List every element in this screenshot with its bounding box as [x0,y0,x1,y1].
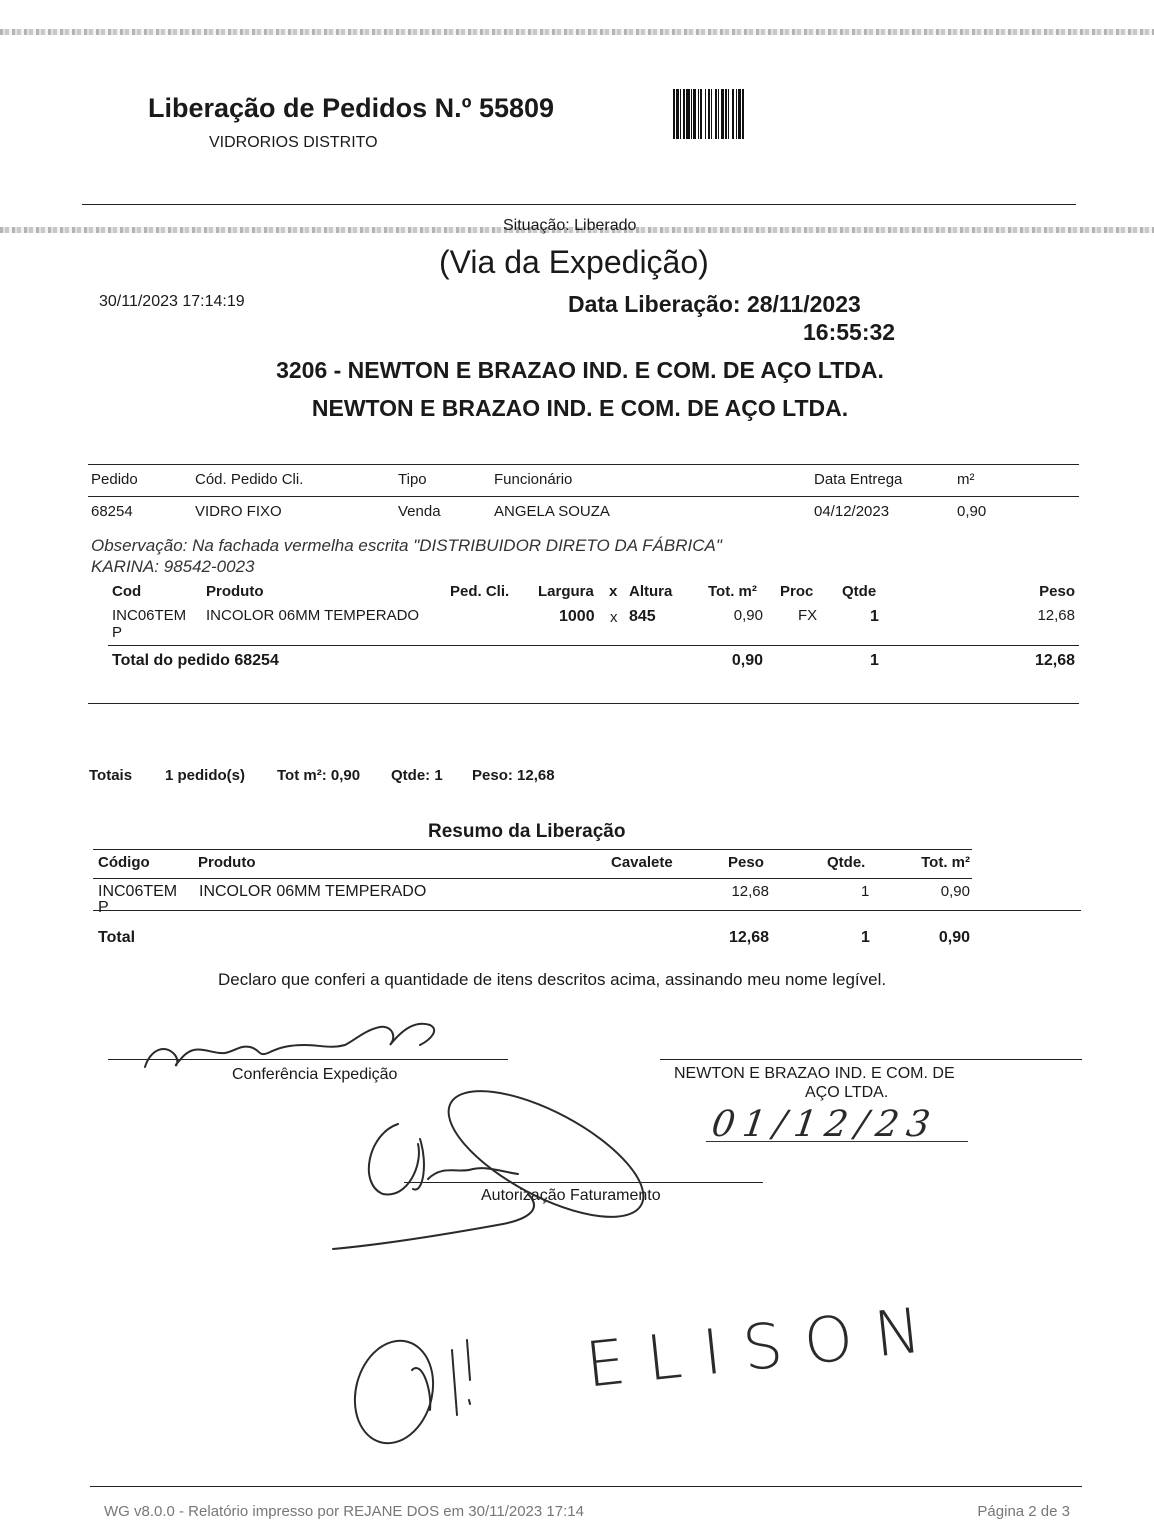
order-data-entrega: 04/12/2023 [814,503,890,520]
order-table-top-rule [88,464,1079,465]
footer-rule [90,1486,1082,1487]
data-liberacao-time: 16:55:32 [803,319,896,345]
resumo-codigo-line-2: P [98,899,109,916]
order-header-tipo: Tipo [398,471,427,488]
order-funcionario: ANGELA SOUZA [494,503,610,520]
data-liberacao-date: 28/11/2023 [746,291,861,317]
company-signature-line-2: AÇO LTDA. [805,1084,889,1101]
client-line-1: 3206 - NEWTON E BRAZAO IND. E COM. DE AÇO LTDA. [276,357,884,383]
order-header-m2: m² [957,471,975,488]
barcode-bar [715,89,717,139]
totais-peso: Peso: 12,68 [472,767,555,784]
via-label: (Via da Expedição) [439,244,709,280]
barcode-bar [742,89,744,139]
resumo-peso: 12,68 [731,883,769,900]
items-header-peso: Peso [1039,583,1075,600]
barcode-bar [711,89,712,139]
item-altura: 845 [629,608,656,625]
print-datetime: 30/11/2023 17:14:19 [99,293,245,310]
item-x: x [610,609,618,626]
resumo-row-rule [93,910,1081,911]
resumo-tot-m2: 0,90 [940,883,970,900]
barcode-bar [718,89,719,139]
item-produto: INCOLOR 06MM TEMPERADO [206,607,420,624]
items-header-cod: Cod [112,583,142,600]
totais-label: Totais [89,767,133,784]
barcode-bar [738,89,741,139]
scan-artifact-top [0,29,1154,35]
divider [82,204,1076,205]
barcode [673,89,849,139]
order-bottom-rule [88,703,1079,704]
footer-right: Página 2 de 3 [977,1503,1070,1520]
resumo-header-produto: Produto [198,854,256,871]
items-header-qtde: Qtde [842,583,877,600]
resumo-title: Resumo da Liberação [428,821,626,842]
items-header-largura: Largura [538,583,594,600]
barcode-bar [721,89,724,139]
resumo-header-rule [93,878,972,879]
order-header-cod-pedido-cli: Cód. Pedido Cli. [195,471,304,488]
footer-left: WG v8.0.0 - Relatório impresso por REJANE DOS em 30/11/2023 17:14 [104,1503,584,1520]
totais-pedidos: 1 pedido(s) [165,767,246,784]
barcode-bar [700,89,702,139]
data-liberacao-label: Data Liberação: [568,291,741,317]
handwritten-date-underline [706,1141,968,1142]
barcode-bar [732,89,734,139]
client-line-2: NEWTON E BRAZAO IND. E COM. DE AÇO LTDA. [311,395,849,421]
resumo-codigo-line-1: INC06TEM [98,883,178,900]
item-largura: 1000 [559,608,595,625]
barcode-bar [693,89,696,139]
items-total-qtde: 1 [870,652,879,669]
items-header-produto: Produto [206,583,264,600]
resumo-total-qtde: 1 [861,929,870,946]
signature-conferencia-scribble [140,1015,480,1075]
order-header-pedido: Pedido [91,471,138,488]
declaration-text: Declaro que conferi a quantidade de itens descritos acima, assinando meu nome legível. [218,970,887,989]
conferencia-label: Conferência Expedição [232,1066,398,1083]
resumo-top-rule [93,849,972,850]
items-total-rule [108,645,1079,646]
resumo-total-tot-m2: 0,90 [938,929,970,946]
totais-qtde: Qtde: 1 [391,767,443,784]
company-signature-line-1: NEWTON E BRAZAO IND. E COM. DE [674,1065,955,1082]
barcode-bar [736,89,737,139]
order-cod-pedido-cli: VIDRO FIXO [195,503,282,520]
totais-tot-m2: Tot m²: 0,90 [277,767,361,784]
situacao-label: Situação: Liberado [503,217,637,234]
order-header-rule [88,496,1079,497]
items-header-proc: Proc [780,583,814,600]
barcode-bar [691,89,692,139]
resumo-header-peso: Peso [728,854,764,871]
barcode-bar [680,89,681,139]
items-total-tot-m2: 0,90 [731,652,763,669]
order-tipo: Venda [398,503,441,520]
items-header-altura: Altura [629,583,673,600]
item-cod-line-1: INC06TEM [112,607,187,624]
resumo-total-peso: 12,68 [728,929,769,946]
resumo-total-label: Total [98,929,136,946]
autorizacao-label: Autorização Faturamento [481,1187,661,1204]
resumo-produto: INCOLOR 06MM TEMPERADO [199,883,427,900]
barcode-bar [708,89,710,139]
order-m2: 0,90 [957,503,987,520]
barcode-bar [676,89,679,139]
barcode-bar [673,89,675,139]
order-header-funcionario: Funcionário [494,471,573,488]
resumo-header-codigo: Código [98,854,150,871]
handwritten-date: 01/12/23 [709,1104,941,1145]
barcode-bar [725,89,727,139]
signature-autorizacao-scribble [328,1084,668,1264]
barcode-bar [728,89,729,139]
barcode-bar [683,89,685,139]
barcode-bar [698,89,699,139]
items-header-tot-m2: Tot. m² [708,583,757,600]
order-header-data-entrega: Data Entrega [814,471,903,488]
resumo-header-qtde: Qtde. [827,854,866,871]
document-title: Liberação de Pedidos N.º 55809 [148,93,555,123]
resumo-header-cavalete: Cavalete [611,854,673,871]
resumo-qtde: 1 [861,883,870,900]
item-cod-line-2: P [112,624,123,641]
items-header-x: x [609,583,618,600]
item-peso: 12,68 [1037,607,1075,624]
signature-line-company [660,1059,1082,1060]
data-liberacao [568,291,861,318]
items-total-peso: 12,68 [1034,652,1075,669]
item-qtde: 1 [870,608,879,625]
observacao-line-1: Observação: Na fachada vermelha escrita "DISTRIBUIDOR DIRETO DA FÁBRICA" [91,536,722,555]
barcode-bar [686,89,690,139]
resumo-header-tot-m2: Tot. m² [921,854,970,871]
barcode-bar [705,89,706,139]
items-header-ped-cli: Ped. Cli. [450,583,510,600]
observacao-line-2: KARINA: 98542-0023 [91,557,255,576]
handwritten-name: ELISON [582,1291,947,1402]
order-pedido: 68254 [91,503,133,520]
item-proc: FX [798,607,818,624]
item-tot-m2: 0,90 [733,607,763,624]
items-total-label: Total do pedido 68254 [112,652,279,669]
company-name: VIDRORIOS DISTRITO [209,134,378,151]
